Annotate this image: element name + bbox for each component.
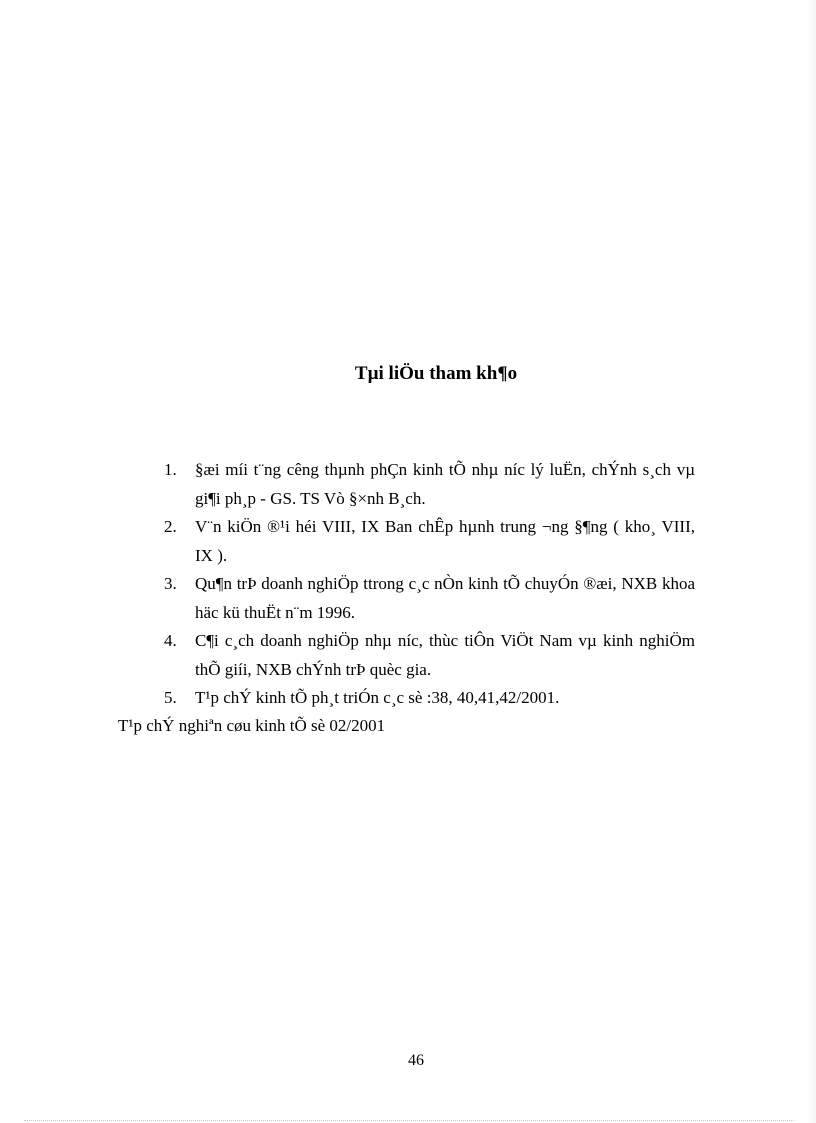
reference-list (160, 456, 695, 713)
reference-number: 4. (164, 631, 177, 650)
reference-text: §æi míi t¨ng cêng thµnh phÇn kinh tÕ nhµ níc lý luËn, chÝnh s¸ch vµ gi¶i ph¸p - GS. TS Vò §×nh B¸ch. (195, 460, 695, 508)
page-title: Tµi liÖu tham kh¶o (354, 363, 518, 384)
reference-item (160, 684, 695, 713)
unnumbered-reference: T¹p chÝ nghiªn cøu kinh tÕ sè 02/2001 (118, 716, 386, 735)
reference-number: 3. (164, 574, 177, 593)
reference-item (160, 627, 695, 684)
reference-number: 1. (164, 460, 177, 479)
reference-number: 5. (164, 688, 177, 707)
page-edge-shadow (808, 0, 816, 1123)
page-number: 46 (408, 1052, 424, 1069)
reference-text: T¹p chÝ kinh tÕ ph¸t triÓn c¸c sè :38, 40,41,42/2001. (195, 688, 560, 707)
page-bottom-divider (24, 1120, 794, 1121)
reference-text: C¶i c¸ch doanh nghiÖp nhµ níc, thùc tiÔn ViÖt Nam vµ kinh nghiÖm thÕ giíi, NXB chÝnh trÞ quèc gia. (195, 631, 695, 679)
reference-text: V¨n kiÖn ®¹i héi VIII, IX Ban chÊp hµnh trung ¬ng §¶ng ( kho¸ VIII, IX ). (195, 517, 695, 565)
reference-item (160, 513, 695, 570)
reference-number: 2. (164, 517, 177, 536)
reference-item (160, 570, 695, 627)
reference-item (160, 456, 695, 513)
reference-text: Qu¶n trÞ doanh nghiÖp ttrong c¸c nÒn kinh tÕ chuyÓn ®æi, NXB khoa häc kü thuËt n¨m 1996. (195, 574, 695, 622)
